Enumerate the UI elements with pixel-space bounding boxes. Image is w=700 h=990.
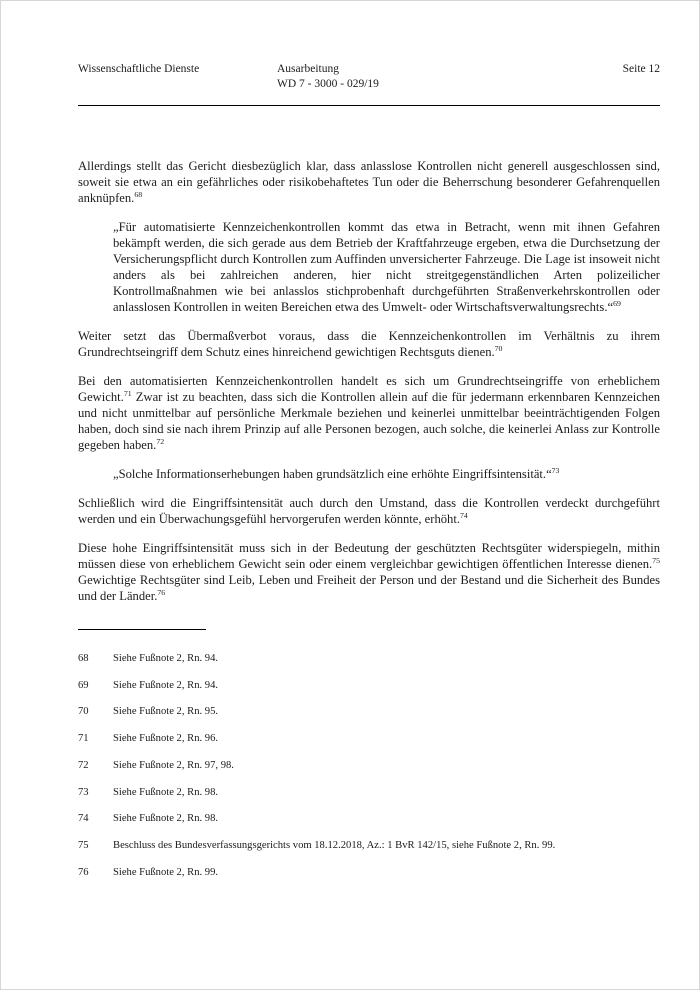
- footnote-ref: 74: [460, 510, 468, 520]
- footnote-ref: 71: [123, 388, 132, 398]
- footnote-ref: 69: [613, 299, 621, 309]
- footnote-ref: 70: [494, 344, 503, 353]
- header-doc-number: WD 7 - 3000 - 029/19: [277, 78, 379, 91]
- footnote-number: 73: [78, 786, 89, 798]
- footnote-ref: 75: [652, 555, 660, 565]
- footnote-text: Siehe Fußnote 2, Rn. 94.: [113, 679, 219, 691]
- footnote-text: Beschluss des Bundesverfassungsgerichts vom 18.12.2018, Az.: 1 BvR 142/15, siehe Fußnote 2, Rn. 99.: [113, 840, 556, 852]
- footnote: [78, 652, 660, 665]
- page-header: [78, 62, 660, 92]
- header-doc-type: Ausarbeitung: [277, 63, 339, 75]
- footnote: [78, 866, 660, 879]
- footnote-ref: 76: [157, 587, 166, 597]
- footnote: [78, 759, 660, 772]
- footnote-text: Siehe Fußnote 2, Rn. 99.: [113, 866, 219, 878]
- header-org: Wissenschaftliche Dienste: [78, 63, 200, 75]
- footnote: [78, 812, 660, 825]
- paragraph: Weiter setzt das Übermaßverbot voraus, dass die Kennzeichenkontrollen im Verhältnis zu ihrem Grundrechtseingriff dem Schutz eines hinreichend gewichtigen Rechtsguts dienen.$^{70}$: [78, 329, 660, 360]
- footnote-list: [78, 652, 660, 879]
- footnote: [78, 679, 660, 692]
- footnote-number: 69: [78, 679, 89, 691]
- footnote-text: Siehe Fußnote 2, Rn. 98.: [113, 786, 219, 798]
- footnote-number: 72: [78, 759, 89, 771]
- paragraph: Allerdings stellt das Gericht diesbezüglich klar, dass anlasslose Kontrollen nicht generell ausgeschlossen sind, soweit sie etwa an ein gefährliches oder risikobehaftetes Tun oder die Beherrschung besonderer Gefahrenquellen anknüpfen.$^{68}$: [78, 159, 660, 206]
- footnote: [78, 786, 660, 799]
- footnote-ref: 68: [134, 190, 143, 200]
- footnote: [78, 839, 660, 852]
- footnote-text: Siehe Fußnote 2, Rn. 95.: [113, 706, 219, 718]
- block-quote: „Für automatisierte Kennzeichenkontrollen kommt das etwa in Betracht, wenn mit ihnen Gefahren bekämpft werden, die sich gerade aus dem Betrieb der Kraftfahrzeuge ergeben, etwa die Durchsetzung der Versicherungspflicht durch Kontrollen zum Auffinden unversicherter Fahrzeuge. Die Lage ist insoweit nicht anders als bei zahlreichen anderen, hier nicht streitgegenständlichen Arten polizeilicher Kontrollmaßnahmen wie bei anlasslos stichprobenhaft durchgeführten Straßenverkehrskontrollen oder anlasslosen Kontrollen in weiten Bereichen etwa des Umwelt- oder Wirtschaftsverwaltungsrechts.“$^{69}$: [113, 220, 660, 315]
- block-quote: „Solche Informationserhebungen haben grundsätzlich eine erhöhte Eingriffsintensität.“$^{73}$: [113, 465, 560, 482]
- footnote-ref: 72: [156, 436, 165, 446]
- footnote-number: 74: [78, 813, 89, 825]
- footnote-number: 75: [78, 840, 89, 852]
- paragraph: Bei den automatisierten Kennzeichenkontrollen handelt es sich um Grundrechtseingriffe von erheblichem Gewicht.$^{71}$ Zwar ist zu beachten, dass sich die Kontrollen allein auf die für jedermann erkennbaren Kennzeichen und nicht unmittelbar auf persönliche Merkmale beziehen und keinerlei unmittelbar beeinträchtigenden Folgen haben, doch sind sie nach ihrem Prinzip auf alle Personen bezogen, auch solche, die keinerlei Anlass zur Kontrolle gegeben haben.$^{72}$: [78, 374, 660, 453]
- header-page-number: Seite 12: [622, 63, 660, 75]
- paragraph: Schließlich wird die Eingriffsintensität auch durch den Umstand, dass die Kontrollen verdeckt durchgeführt werden und ein Überwachungsgefühl hervorgerufen werden könnte, erhöht.$^{74}$: [78, 496, 660, 527]
- footnote-number: 68: [78, 652, 89, 664]
- footnote-number: 76: [78, 866, 89, 878]
- footnote: [78, 705, 660, 718]
- footnote-text: Siehe Fußnote 2, Rn. 94.: [113, 652, 219, 664]
- footnote-text: Siehe Fußnote 2, Rn. 98.: [113, 813, 219, 825]
- footnote-text: Siehe Fußnote 2, Rn. 96.: [113, 733, 219, 745]
- footnote-ref: 73: [551, 465, 560, 475]
- footnote-divider: [78, 629, 206, 630]
- footnotes-section: [78, 629, 660, 879]
- document-body: [78, 159, 660, 605]
- header-divider: [78, 105, 660, 106]
- footnote-number: 70: [78, 706, 89, 718]
- footnote: [78, 732, 660, 745]
- paragraph: Diese hohe Eingriffsintensität muss sich in der Bedeutung der geschützten Rechtsgüter widerspiegeln, mithin müssen diese von erheblichem Gewicht sein oder einem vergleichbar gewichtigen öffentlichen Interesse dienen.$^{75}$ Gewichtige Rechtsgüter sind Leib, Leben und Freiheit der Person und der Bestand und die Sicherheit des Bundes und der Länder.$^{76}$: [78, 541, 660, 603]
- header-doc-info: [277, 62, 600, 92]
- footnote-text: Siehe Fußnote 2, Rn. 97, 98.: [113, 759, 234, 771]
- footnote-number: 71: [78, 733, 89, 745]
